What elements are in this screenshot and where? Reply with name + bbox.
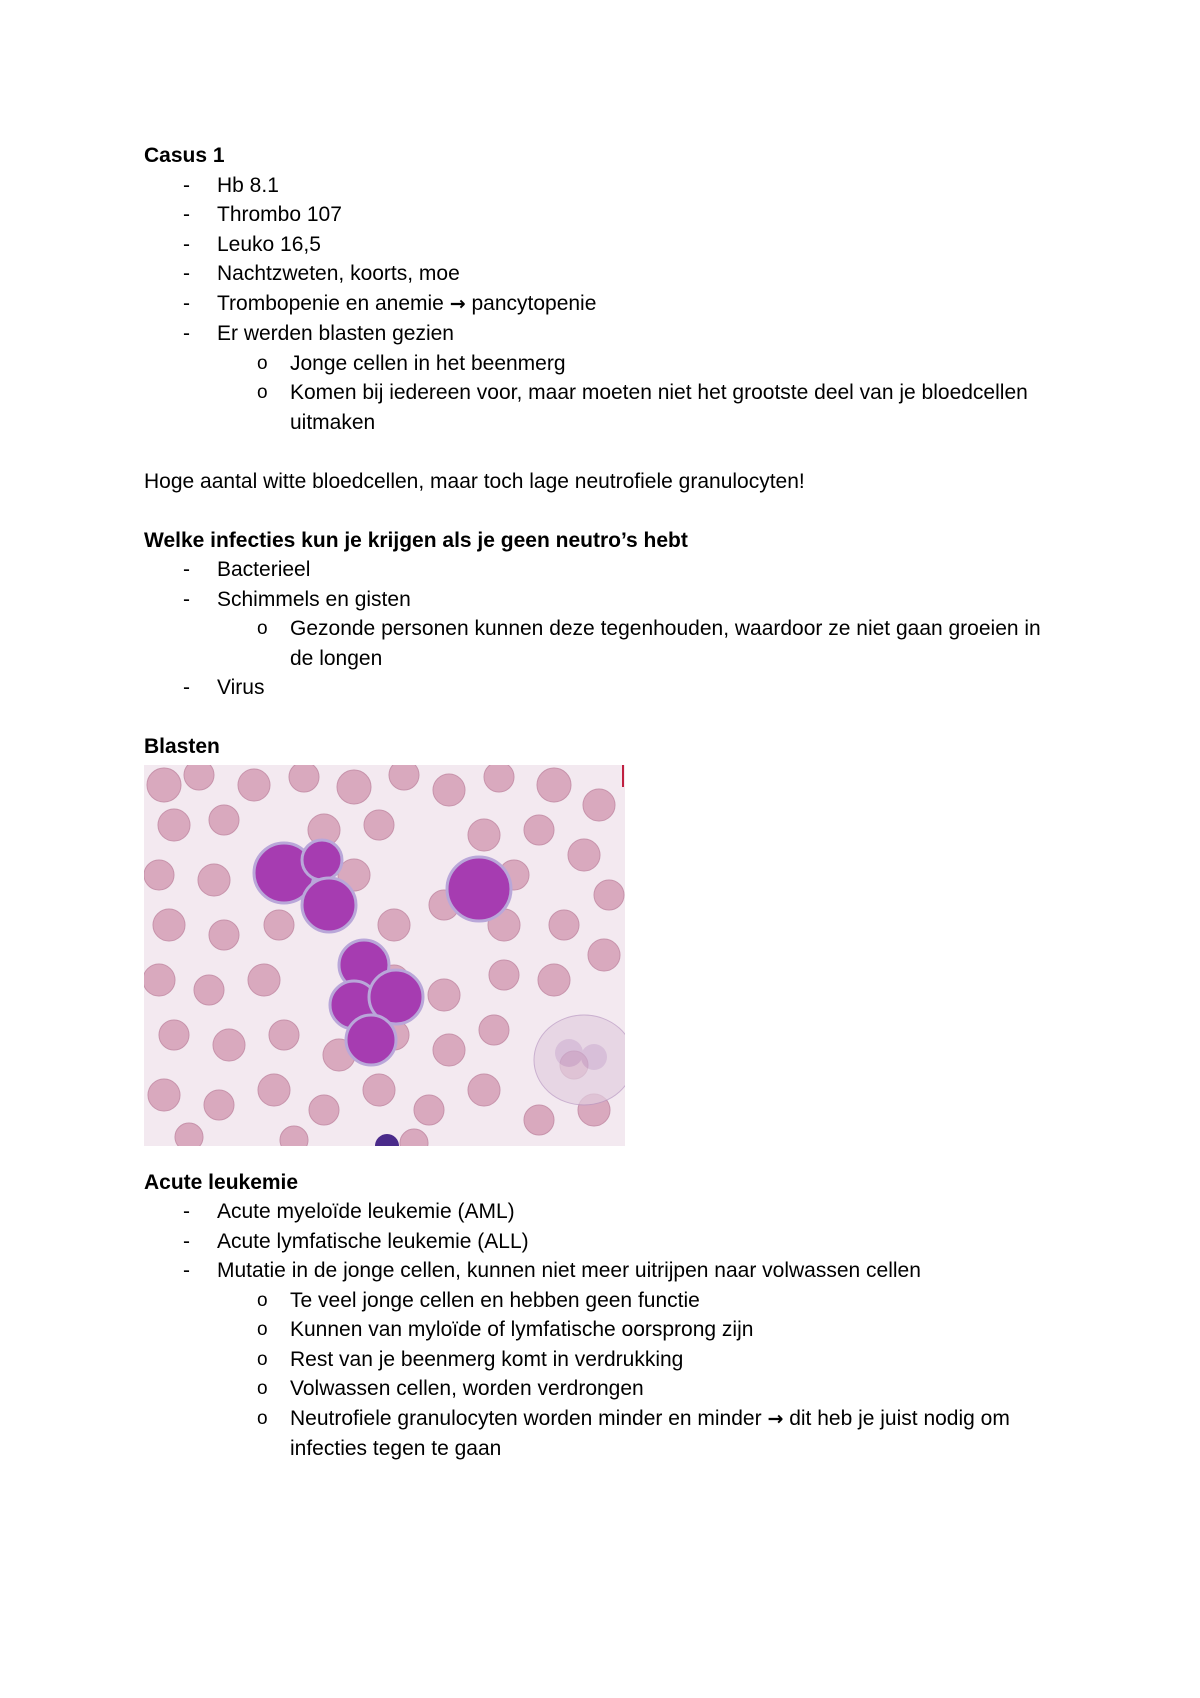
item-text: Er werden blasten gezien: [217, 322, 454, 345]
item-text: dit heb je juist nodig om infecties tegen te gaan: [290, 1406, 1010, 1460]
list-item: - Acute myeloïde leukemie (AML): [144, 1197, 1064, 1227]
casus-heading: Casus 1: [144, 144, 225, 167]
atypical-cell: [534, 1015, 625, 1105]
sub-list-item: o Gezonde personen kunnen deze tegenhouden, waardoor ze niet gaan groeien in de longen: [144, 614, 1064, 673]
infecties-list: [144, 555, 1064, 703]
list-item-pancytopenie: [144, 289, 1064, 320]
list-item: - Thrombo 107: [144, 200, 1064, 230]
list-item: - Bacterieel: [144, 555, 1064, 585]
sub-list-item: o Jonge cellen in het beenmerg: [144, 349, 1064, 379]
infecties-heading: Welke infecties kun je krijgen als je geen neutro’s hebt: [144, 528, 688, 552]
blood-smear-image: [144, 765, 625, 1146]
document-content: [144, 141, 1064, 1464]
item-text: Neutrofiele granulocyten worden minder en minder: [290, 1406, 762, 1430]
sub-list-item: o Rest van je beenmerg komt in verdrukking: [144, 1345, 1064, 1375]
item-text: pancytopenie: [471, 291, 597, 315]
statement-text: Hoge aantal witte bloedcellen, maar toch lage neutrofiele granulocyten!: [144, 469, 805, 493]
list-item: - Acute lymfatische leukemie (ALL): [144, 1227, 1064, 1257]
item-text: Mutatie in de jonge cellen, kunnen niet meer uitrijpen naar volwassen cellen: [217, 1259, 921, 1282]
list-item: - Hb 8.1: [144, 171, 1064, 201]
blood-smear-illustration: [144, 765, 625, 1146]
list-item: - Nachtzweten, koorts, moe: [144, 259, 1064, 289]
leukemie-list: [144, 1197, 1064, 1464]
sub-list-item: o Kunnen van myloïde of lymfatische oorsprong zijn: [144, 1315, 1064, 1345]
blasten-heading: Blasten: [144, 735, 220, 758]
sub-list: [144, 1286, 1064, 1464]
list-item: [144, 1256, 1064, 1464]
item-text: Schimmels en gisten: [217, 587, 411, 611]
sub-list: [144, 614, 1064, 673]
list-item: [144, 319, 1064, 437]
arrow-right-icon: →: [449, 292, 466, 315]
list-item: - Leuko 16,5: [144, 230, 1064, 260]
leukemie-heading: Acute leukemie: [144, 1170, 299, 1194]
sub-list-item: o Volwassen cellen, worden verdrongen: [144, 1374, 1064, 1404]
item-text: Trombopenie en anemie: [217, 291, 444, 315]
list-item: [144, 585, 1064, 674]
sub-list: [144, 349, 1064, 438]
sub-list-item: o Te veel jonge cellen en hebben geen functie: [144, 1286, 1064, 1316]
sub-list-item: o Komen bij iedereen voor, maar moeten niet het grootste deel van je bloedcellen uitmaken: [144, 378, 1064, 437]
sub-list-item-neutro: [144, 1404, 1064, 1464]
arrow-right-icon: →: [767, 1407, 784, 1430]
list-item: - Virus: [144, 673, 1064, 703]
casus-list: [144, 171, 1064, 438]
